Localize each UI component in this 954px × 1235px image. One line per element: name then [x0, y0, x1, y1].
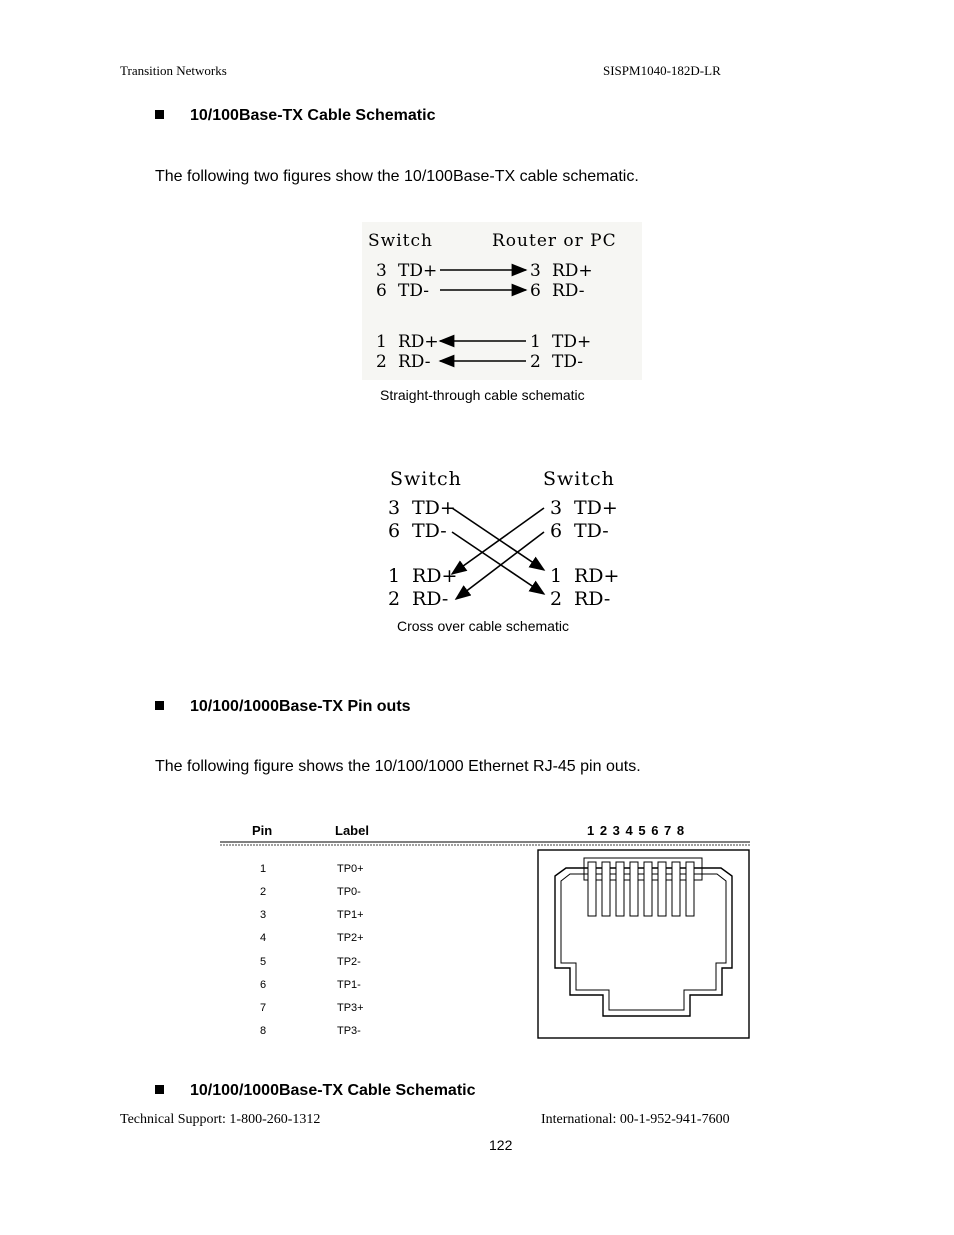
rj45-pinout-figure [216, 818, 754, 1043]
cross-row2-rlabel: TD- [574, 520, 609, 542]
pin-column-header: Pin [252, 823, 273, 838]
straight-row4-lpin: 2 [376, 352, 387, 372]
cross-row3-rpin: 1 [550, 565, 563, 587]
section-heading-gigabit-cable-schematic [155, 1082, 476, 1100]
square-bullet-icon [155, 110, 164, 119]
cross-left-title: Switch [390, 468, 462, 490]
table-row-label: TP3+ [337, 1002, 364, 1014]
cross-row2-llabel: TD- [412, 520, 447, 542]
table-row-label: TP2- [337, 956, 361, 968]
label-column-header: Label [335, 823, 369, 838]
connector-pin-numbers: 1 2 3 4 5 6 7 8 [587, 823, 686, 838]
straight-through-caption: Straight-through cable schematic [380, 387, 585, 403]
cross-row1-llabel: TD+ [412, 497, 456, 519]
straight-row3-rlabel: TD+ [552, 332, 592, 352]
table-row-label: TP1- [337, 979, 361, 991]
paragraph-cable-schematic: The following two figures show the 10/100Base-TX cable schematic. [155, 168, 639, 185]
paragraph-pin-outs: The following figure shows the 10/100/1000 Ethernet RJ-45 pin outs. [155, 758, 641, 775]
header-left: Transition Networks [120, 63, 227, 78]
straight-right-title: Router or PC [492, 231, 617, 251]
cross-row3-lpin: 1 [388, 565, 401, 587]
page-number: 122 [489, 1137, 513, 1153]
cross-row1-rlabel: TD+ [574, 497, 618, 519]
cross-right-title: Switch [543, 468, 615, 490]
section-heading-text: 10/100/1000Base-TX Cable Schematic [190, 1082, 476, 1099]
cross-row4-rlabel: RD- [574, 588, 611, 610]
straight-row2-rlabel: RD- [552, 281, 585, 301]
footer-left: Technical Support: 1-800-260-1312 [120, 1112, 321, 1127]
table-row-pin: 8 [260, 1025, 267, 1037]
table-row-pin: 5 [260, 956, 267, 968]
pinout-table [260, 863, 364, 1037]
cross-row4-rpin: 2 [550, 588, 563, 610]
section-heading-text: 10/100Base-TX Cable Schematic [190, 107, 436, 124]
section-heading-cable-schematic [155, 107, 435, 125]
table-row-pin: 3 [260, 909, 267, 921]
cross-row3-rlabel: RD+ [574, 565, 620, 587]
straight-row3-lpin: 1 [376, 332, 387, 352]
straight-row2-llabel: TD- [398, 281, 430, 301]
straight-row1-rlabel: RD+ [552, 261, 593, 281]
square-bullet-icon [155, 1085, 164, 1094]
table-row-label: TP1+ [337, 909, 364, 921]
table-row-label: TP2+ [337, 932, 364, 944]
straight-through-figure [362, 222, 642, 380]
straight-row4-rlabel: TD- [552, 352, 584, 372]
straight-row1-rpin: 3 [530, 261, 541, 281]
straight-left-title: Switch [368, 231, 433, 251]
table-row-label: TP0+ [337, 863, 364, 875]
footer-right: International: 00-1-952-941-7600 [541, 1112, 730, 1127]
straight-row1-lpin: 3 [376, 261, 387, 281]
cross-over-caption: Cross over cable schematic [397, 618, 569, 634]
straight-row3-llabel: RD+ [398, 332, 439, 352]
section-heading-pin-outs [155, 698, 411, 716]
straight-row3-rpin: 1 [530, 332, 541, 352]
table-row-pin: 4 [260, 932, 267, 944]
table-row-pin: 6 [260, 979, 267, 991]
rj45-contacts [588, 862, 694, 916]
cross-row1-lpin: 3 [388, 497, 401, 519]
cross-arrow-right-td-minus [456, 532, 544, 599]
table-row-pin: 2 [260, 886, 267, 898]
square-bullet-icon [155, 701, 164, 710]
cross-row3-llabel: RD+ [412, 565, 458, 587]
table-row-pin: 1 [260, 863, 267, 875]
straight-row4-llabel: RD- [398, 352, 431, 372]
cross-row2-lpin: 6 [388, 520, 401, 542]
cross-over-figure [380, 462, 630, 612]
cross-row2-rpin: 6 [550, 520, 563, 542]
straight-row2-lpin: 6 [376, 281, 387, 301]
cross-row1-rpin: 3 [550, 497, 563, 519]
section-heading-text: 10/100/1000Base-TX Pin outs [190, 698, 411, 715]
header-right: SISPM1040-182D-LR [603, 63, 721, 78]
cross-row4-llabel: RD- [412, 588, 449, 610]
straight-row1-llabel: TD+ [398, 261, 438, 281]
table-row-label: TP3- [337, 1025, 361, 1037]
straight-row4-rpin: 2 [530, 352, 541, 372]
straight-row2-rpin: 6 [530, 281, 541, 301]
table-row-pin: 7 [260, 1002, 267, 1014]
cross-row4-lpin: 2 [388, 588, 401, 610]
table-row-label: TP0- [337, 886, 361, 898]
